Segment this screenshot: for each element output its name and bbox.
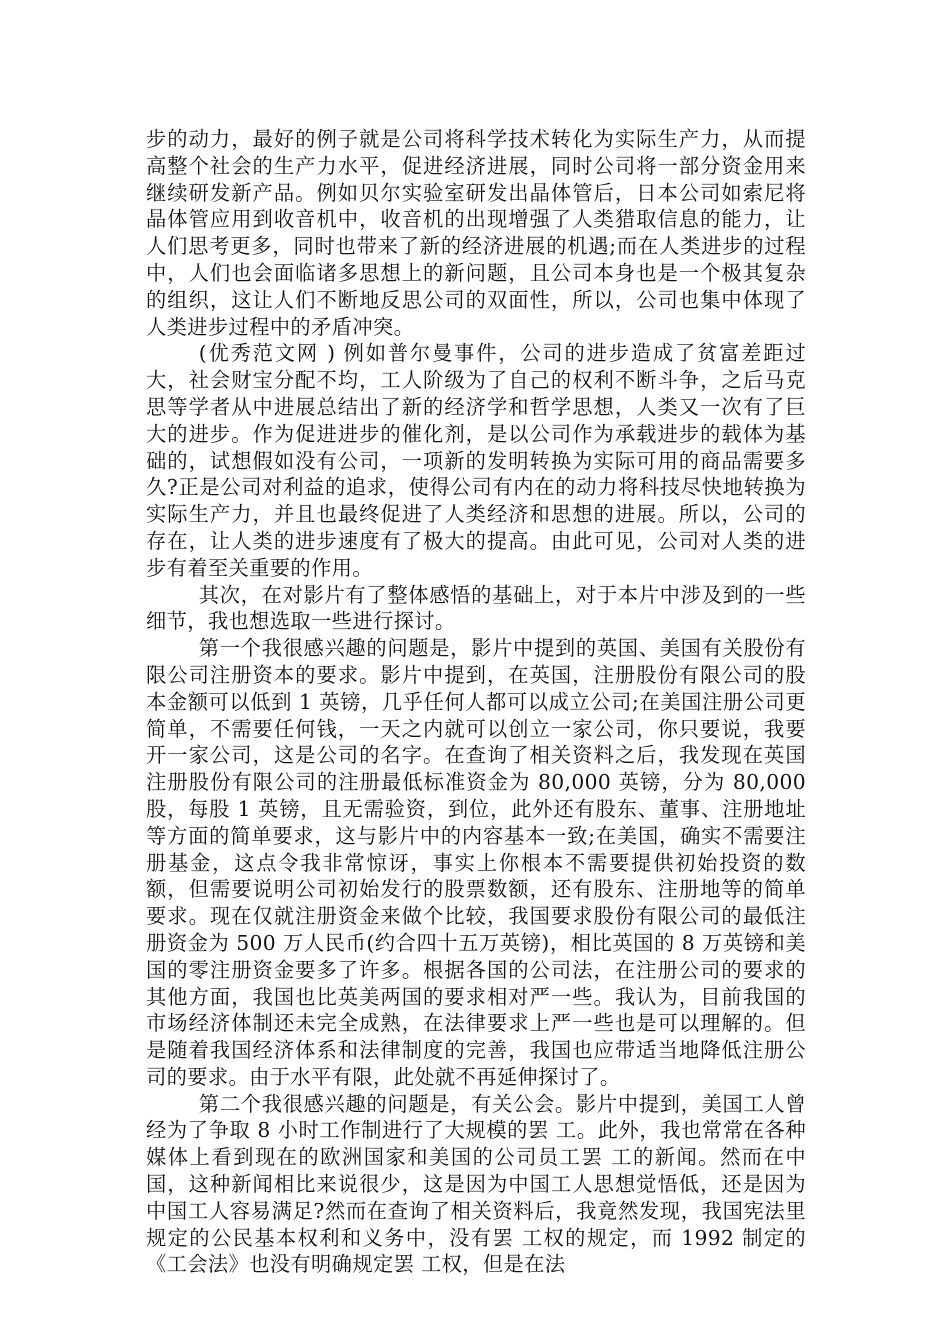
paragraph-3: 其次，在对影片有了整体感悟的基础上，对于本片中涉及到的一些细节，我也想选取一些进行探讨。 bbox=[146, 582, 806, 634]
paragraph-1: 步的动力，最好的例子就是公司将科学技术转化为实际生产力，从而提高整个社会的生产力水平，促进经济进展，同时公司将一部分资金用来继续研发新产品。例如贝尔实验室研发出晶体管后，日本公司如索尼将晶体管应用到收音机中，收音机的出现增强了人类猎取信息的能力，让人们思考更多，同时也带来了新的经济进展的机遇;而在人类进步的过程中，人们也会面临诸多思想上的新问题，且公司本身也是一个极其复杂的组织，这让人们不断地反思公司的双面性，所以，公司也集中体现了人类进步过程中的矛盾冲突。 bbox=[146, 127, 806, 339]
paragraph-5: 第二个我很感兴趣的问题是，有关公会。影片中提到，美国工人曾经为了争取 8 小时工作制进行了大规模的罢 工。此外，我也常常在各种媒体上看到现在的欧洲国家和美国的公司员工罢 工的新闻。然而在中国，这种新闻相比来说很少，这是因为中国工人思想觉悟低，还是因为中国工人容易满足?然而在查询了相关资料后，我竟然发现，我国宪法里规定的公民基本权利和义务中，没有罢 工权的规定，而 1992 制定的《工会法》也没有明确规定罢 工权，但是在法 bbox=[146, 1091, 806, 1277]
paragraph-4: 第一个我很感兴趣的问题是，影片中提到的英国、美国有关股份有限公司注册资本的要求。影片中提到，在英国，注册股份有限公司的股本金额可以低到 1 英镑，几乎任何人都可以成立公司;在美国注册公司更简单，不需要任何钱，一天之内就可以创立一家公司，你只要说，我要开一家公司，这是公司的名字。在查询了相关资料之后，我发现在英国注册股份有限公司的注册最低标准资金为 80,000 英镑，分为 80,000 股，每股 1 英镑，且无需验资，到位，此外还有股东、董事、注册地址等方面的简单要求，这与影片中的内容基本一致;在美国，确实不需要注册基金，这点令我非常惊讶，事实上你根本不需要提供初始投资的数额，但需要说明公司初始发行的股票数额，还有股东、注册地等的简单要求。现在仅就注册资金来做个比较，我国要求股份有限公司的最低注册资金为 500 万人民币(约合四十五万英镑)，相比英国的 8 万英镑和美国的零注册资金要多了许多。根据各国的公司法，在注册公司的要求的其他方面，我国也比英美两国的要求相对严一些。我认为，目前我国的市场经济体制还未完全成熟，在法律要求上严一些也是可以理解的。但是随着我国经济体系和法律制度的完善，我国也应带适当地降低注册公司的要求。由于水平有限，此处就不再延伸探讨了。 bbox=[146, 636, 806, 1089]
document-body bbox=[146, 126, 806, 1278]
paragraph-2: (优秀范文网 ) 例如普尔曼事件，公司的进步造成了贫富差距过大，社会财宝分配不均，工人阶级为了自己的权利不断斗争，之后马克思等学者从中进展总结出了新的经济学和哲学思想，人类又一次有了巨大的进步。作为促进进步的催化剂，是以公司作为承载进步的载体为基础的，试想假如没有公司，一项新的发明转换为实际可用的商品需要多久?正是公司对利益的追求，使得公司有内在的动力将科技尽快地转换为实际生产力，并且也最终促进了人类经济和思想的进展。所以，公司的存在，让人类的进步速度有了极大的提高。由此可见，公司对人类的进步有着至关重要的作用。 bbox=[146, 341, 806, 580]
